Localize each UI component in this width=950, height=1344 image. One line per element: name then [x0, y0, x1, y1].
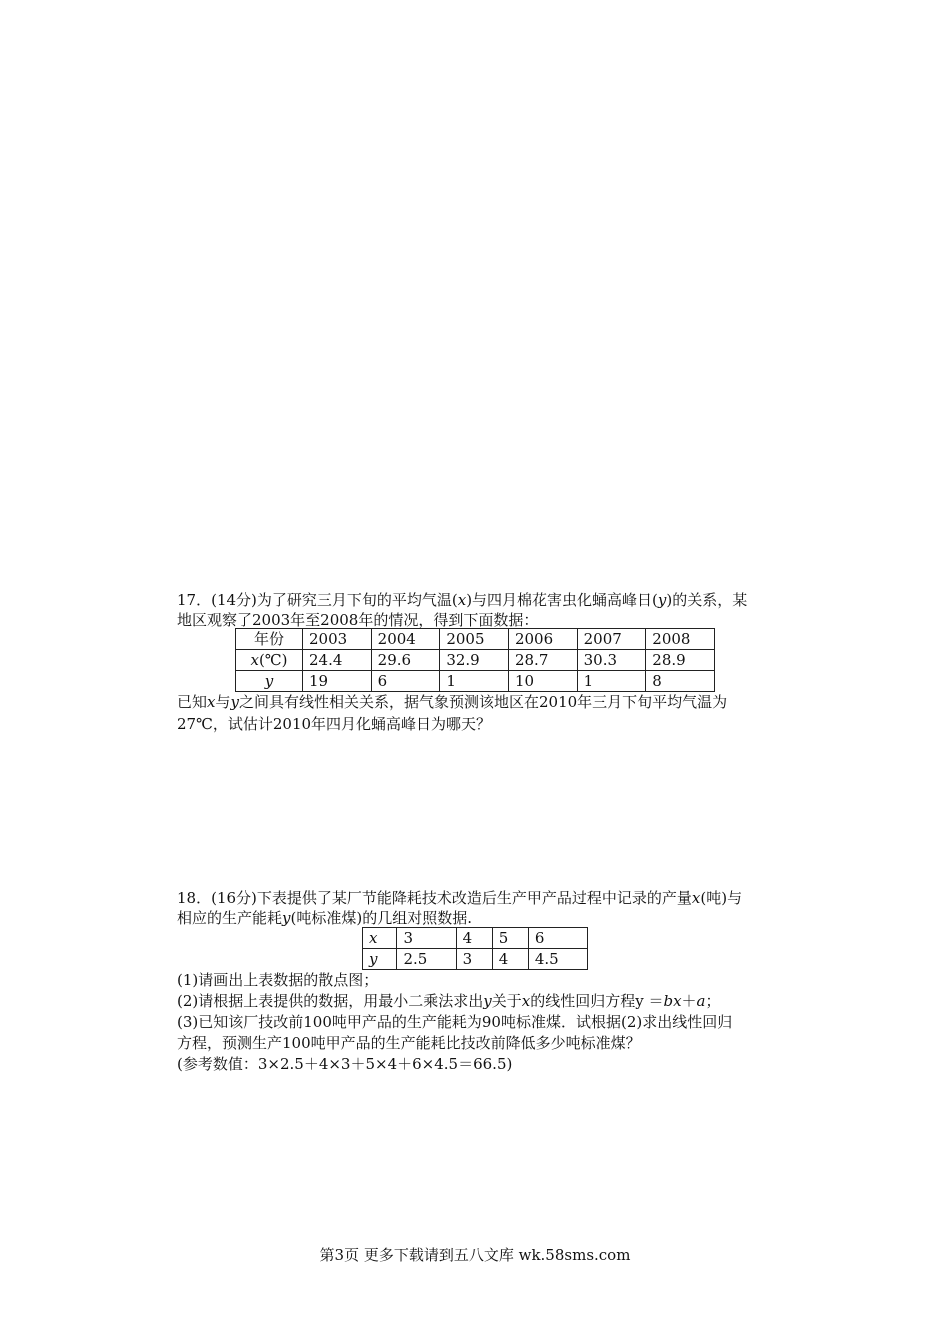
value-cell: 24.4 — [303, 650, 372, 671]
year-cell: 2006 — [508, 629, 577, 650]
q18-item-1: (1)请画出上表数据的散点图； — [177, 971, 379, 989]
year-cell: 2005 — [440, 629, 509, 650]
value-cell: 1 — [577, 671, 646, 692]
table-row — [236, 629, 715, 650]
table-row — [236, 671, 715, 692]
table-row — [363, 928, 588, 949]
row-header-cell: y — [363, 949, 397, 970]
q17-line-1: 17．(14分)为了研究三月下旬的平均气温(x)与四月棉花害虫化蛹高峰日(y)的关系，某 — [177, 591, 748, 609]
q18-item-2: (2)请根据上表提供的数据，用最小二乘法求出y关于x的线性回归方程y ＝bx＋a； — [177, 992, 721, 1010]
row-header-cell — [236, 650, 303, 671]
unit-label: (℃) — [258, 651, 288, 669]
year-cell: 2008 — [646, 629, 715, 650]
row-header-cell: x — [363, 928, 397, 949]
value-cell: 6 — [371, 671, 440, 692]
q17-line-3: 已知x与y之间具有线性相关关系，据气象预测该地区在2010年三月下旬平均气温为 — [177, 693, 728, 711]
q18-data-table — [362, 927, 588, 970]
table-row — [236, 650, 715, 671]
q17-line-2: 地区观察了2003年至2008年的情况，得到下面数据： — [177, 611, 539, 629]
q18-line-2: 相应的生产能耗y(吨标准煤)的几组对照数据. — [177, 909, 472, 927]
value-cell: 5 — [492, 928, 528, 949]
value-cell: 3 — [397, 928, 456, 949]
q17-line-4: 27℃，试估计2010年四月化蛹高峰日为哪天？ — [177, 715, 492, 733]
value-cell: 29.6 — [371, 650, 440, 671]
value-cell: 3 — [456, 949, 492, 970]
table-row — [363, 949, 588, 970]
value-cell: 28.7 — [508, 650, 577, 671]
year-cell: 2004 — [371, 629, 440, 650]
variable-label: x — [250, 651, 259, 669]
q17-data-table — [235, 628, 715, 692]
value-cell: 4 — [456, 928, 492, 949]
value-cell: 10 — [508, 671, 577, 692]
row-header-cell: y — [236, 671, 303, 692]
value-cell: 19 — [303, 671, 372, 692]
row-header-cell: 年份 — [236, 629, 303, 650]
value-cell: 4 — [492, 949, 528, 970]
value-cell: 2.5 — [397, 949, 456, 970]
value-cell: 32.9 — [440, 650, 509, 671]
value-cell: 8 — [646, 671, 715, 692]
q18-line-1: 18．(16分)下表提供了某厂节能降耗技术改造后生产甲产品过程中记录的产量x(吨)与 — [177, 889, 743, 907]
page-footer: 第3页 更多下载请到五八文库 wk.58sms.com — [319, 1246, 631, 1264]
year-cell: 2007 — [577, 629, 646, 650]
year-cell: 2003 — [303, 629, 372, 650]
value-cell: 30.3 — [577, 650, 646, 671]
value-cell: 4.5 — [528, 949, 587, 970]
value-cell: 6 — [528, 928, 587, 949]
value-cell: 1 — [440, 671, 509, 692]
q18-item-3-cont: 方程，预测生产100吨甲产品的生产能耗比技改前降低多少吨标准煤？ — [177, 1034, 641, 1052]
q18-item-3: (3)已知该厂技改前100吨甲产品的生产能耗为90吨标准煤．试根据(2)求出线性回归 — [177, 1013, 733, 1031]
q18-reference-values: (参考数值：3×2.5＋4×3＋5×4＋6×4.5＝66.5) — [177, 1055, 513, 1073]
value-cell: 28.9 — [646, 650, 715, 671]
